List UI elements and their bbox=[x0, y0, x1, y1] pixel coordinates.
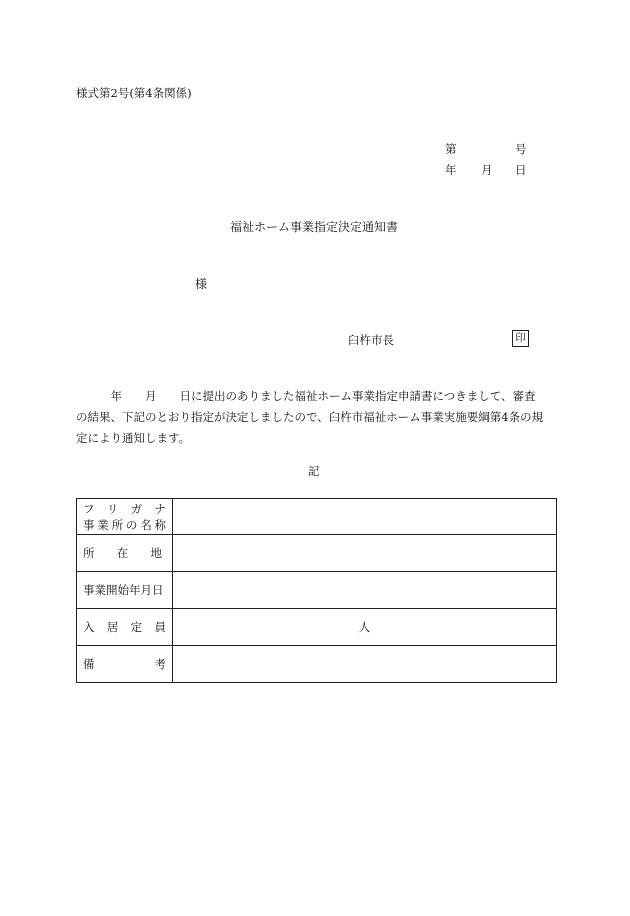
furigana-label: フ リ ガ ナ bbox=[83, 501, 166, 516]
date-day-label: 日 bbox=[515, 163, 527, 177]
start-date-label: 事業開始年月日 bbox=[83, 583, 164, 597]
notice-details-table bbox=[76, 498, 557, 683]
capacity-unit: 人 bbox=[358, 620, 371, 634]
document-number-label: 第 bbox=[445, 142, 457, 156]
remarks-label-cell bbox=[77, 646, 173, 683]
remarks-label: 備 考 bbox=[83, 657, 166, 671]
document-title: 福祉ホーム事業指定決定通知書 bbox=[230, 220, 399, 234]
table-row bbox=[77, 646, 557, 683]
capacity-label: 入 居 定 員 bbox=[83, 620, 166, 634]
notice-body bbox=[76, 386, 558, 449]
date-year-label: 年 bbox=[445, 163, 457, 177]
table-row bbox=[77, 499, 557, 535]
start-date-value-cell bbox=[173, 572, 557, 609]
notice-body-line: 定により通知します。 bbox=[76, 431, 191, 445]
office-name-label-cell bbox=[77, 499, 173, 535]
addressee-suffix: 様 bbox=[195, 277, 208, 291]
table-row bbox=[77, 572, 557, 609]
capacity-value-cell bbox=[173, 609, 557, 646]
location-label-cell bbox=[77, 535, 173, 572]
document-number-suffix: 号 bbox=[515, 142, 527, 156]
office-name-value-cell bbox=[173, 499, 557, 535]
office-name-label: 事 業 所 の 名 称 bbox=[83, 517, 166, 532]
location-value-cell bbox=[173, 535, 557, 572]
table-row bbox=[77, 535, 557, 572]
notice-body-line: の結果、下記のとおり指定が決定しましたので、臼杵市福祉ホーム事業実施要綱第4条の規 bbox=[76, 410, 544, 424]
ki-heading: 記 bbox=[308, 464, 320, 478]
seal-mark: 印 bbox=[512, 330, 529, 347]
issuer-name: 臼杵市長 bbox=[348, 333, 394, 347]
form-number: 様式第2号(第4条関係) bbox=[76, 86, 192, 100]
table-row bbox=[77, 609, 557, 646]
notice-body-line: 年 月 日に提出のありました福祉ホーム事業指定申請書につきまして、審査 bbox=[76, 389, 536, 403]
capacity-label-cell bbox=[77, 609, 173, 646]
remarks-value-cell bbox=[173, 646, 557, 683]
date-month-label: 月 bbox=[481, 163, 493, 177]
start-date-label-cell bbox=[77, 572, 173, 609]
location-label: 所 在 地 bbox=[83, 546, 162, 560]
